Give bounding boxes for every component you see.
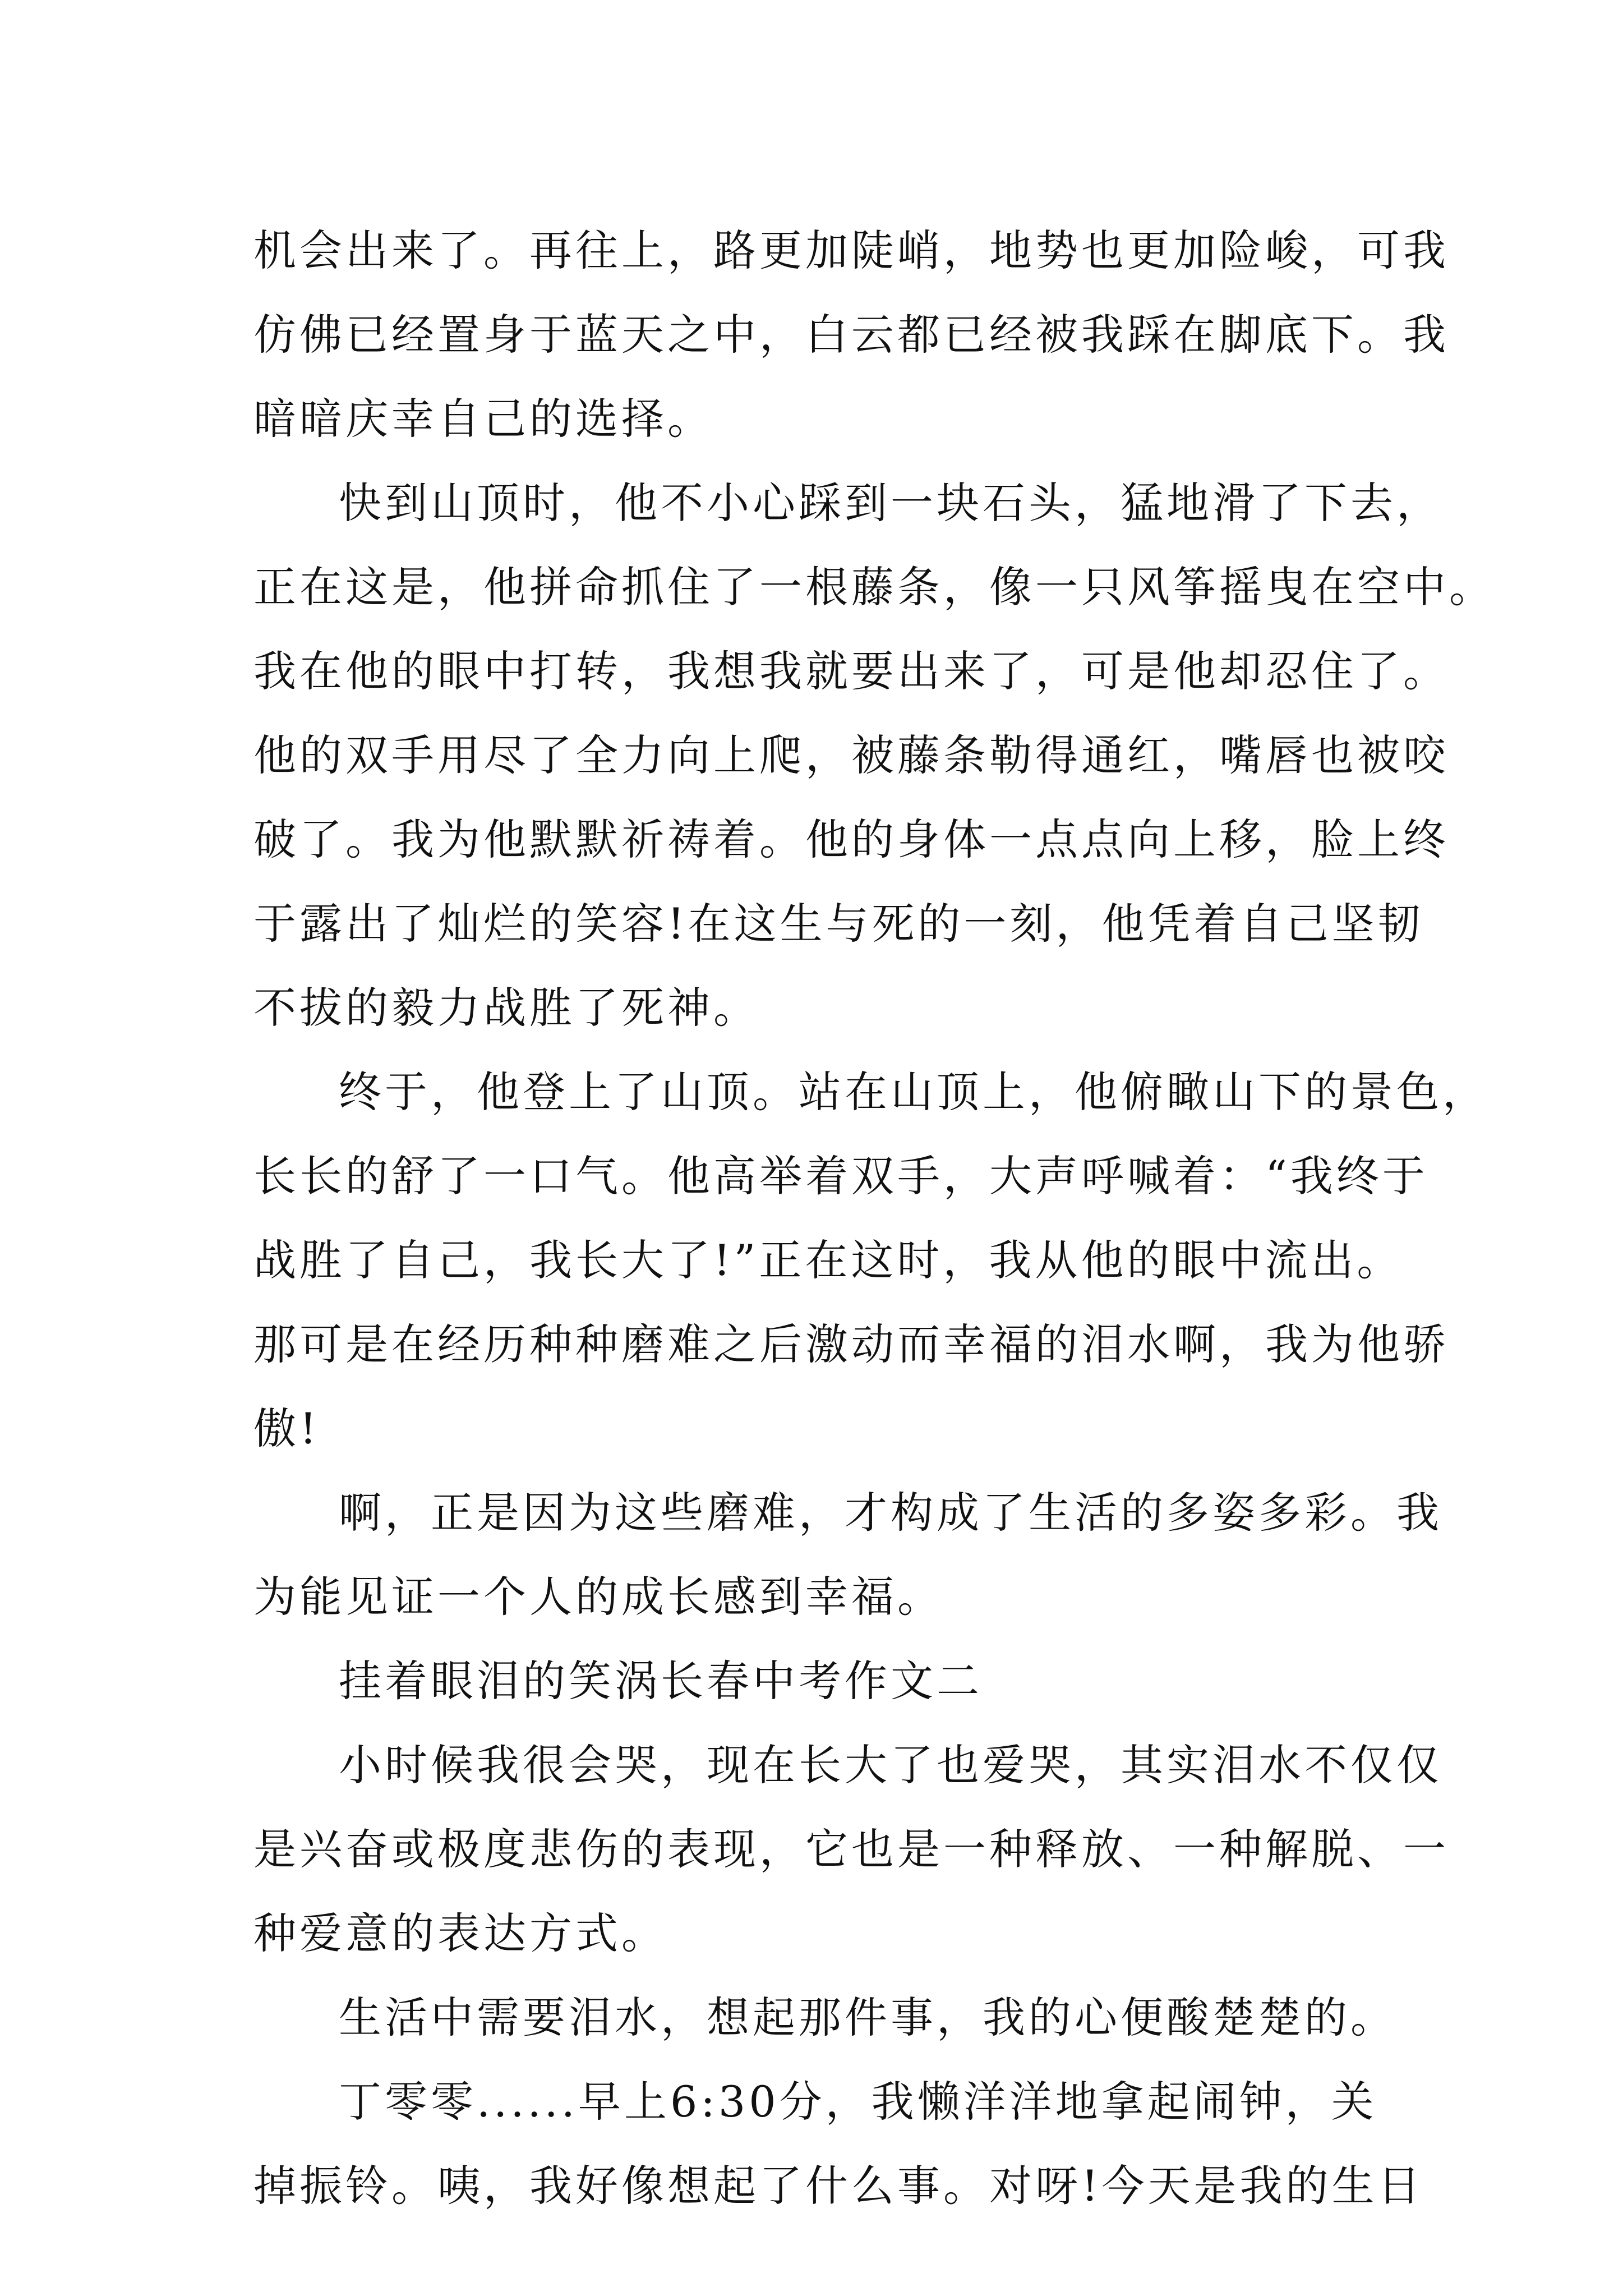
section-heading: 挂着眼泪的笑涡长春中考作文二 xyxy=(339,1656,983,1706)
text-line: 我在他的眼中打转，我想我就要出来了，可是他却忍住了。 xyxy=(253,646,1449,696)
text-line: 那可是在经历种种磨难之后激动而幸福的泪水啊，我为他骄 xyxy=(253,1319,1449,1369)
text-line: 暗暗庆幸自己的选择。 xyxy=(253,394,713,444)
paragraph-start-line: 啊，正是因为这些磨难，才构成了生活的多姿多彩。我 xyxy=(339,1488,1442,1538)
paragraph-start-line: 生活中需要泪水，想起那件事，我的心便酸楚楚的。 xyxy=(339,1993,1396,2042)
text-line: 掉振铃。咦，我好像想起了什么事。对呀!今天是我的生日 xyxy=(253,2161,1424,2211)
text-line: 机会出来了。再往上，路更加陡峭，地势也更加险峻，可我 xyxy=(253,226,1449,275)
text-line: 傲! xyxy=(253,1404,320,1453)
essay-body xyxy=(253,209,1495,2228)
text-line: 正在这是，他拼命抓住了一根藤条，像一只风筝摇曳在空中。 xyxy=(253,562,1495,612)
text-line: 破了。我为他默默祈祷着。他的身体一点点向上移，脸上终 xyxy=(253,815,1449,864)
paragraph-start-line: 小时候我很会哭，现在长大了也爱哭，其实泪水不仅仅 xyxy=(339,1740,1442,1790)
text-line: 仿佛已经置身于蓝天之中，白云都已经被我踩在脚底下。我 xyxy=(253,310,1449,360)
text-line: 是兴奋或极度悲伤的表现，它也是一种释放、一种解脱、一 xyxy=(253,1824,1449,1874)
text-line: 不拔的毅力战胜了死神。 xyxy=(253,983,759,1033)
paragraph-start-line: 快到山顶时，他不小心踩到一块石头，猛地滑了下去， xyxy=(339,478,1442,528)
text-line: 于露出了灿烂的笑容!在这生与死的一刻，他凭着自己坚韧 xyxy=(253,899,1424,949)
text-line: 他的双手用尽了全力向上爬，被藤条勒得通红，嘴唇也被咬 xyxy=(253,730,1449,780)
paragraph-start-line: 终于，他登上了山顶。站在山顶上，他俯瞰山下的景色， xyxy=(339,1067,1488,1117)
text-line: 为能见证一个人的成长感到幸福。 xyxy=(253,1572,943,1622)
text-line: 战胜了自己，我长大了!”正在这时，我从他的眼中流出。 xyxy=(253,1235,1403,1285)
text-line: 种爱意的表达方式。 xyxy=(253,1908,667,1958)
text-line: 长长的舒了一口气。他高举着双手，大声呼喊着：“我终于 xyxy=(253,1151,1428,1201)
paragraph-start-line: 丁零零......早上6:30分，我懒洋洋地拿起闹钟，关 xyxy=(339,2077,1377,2127)
